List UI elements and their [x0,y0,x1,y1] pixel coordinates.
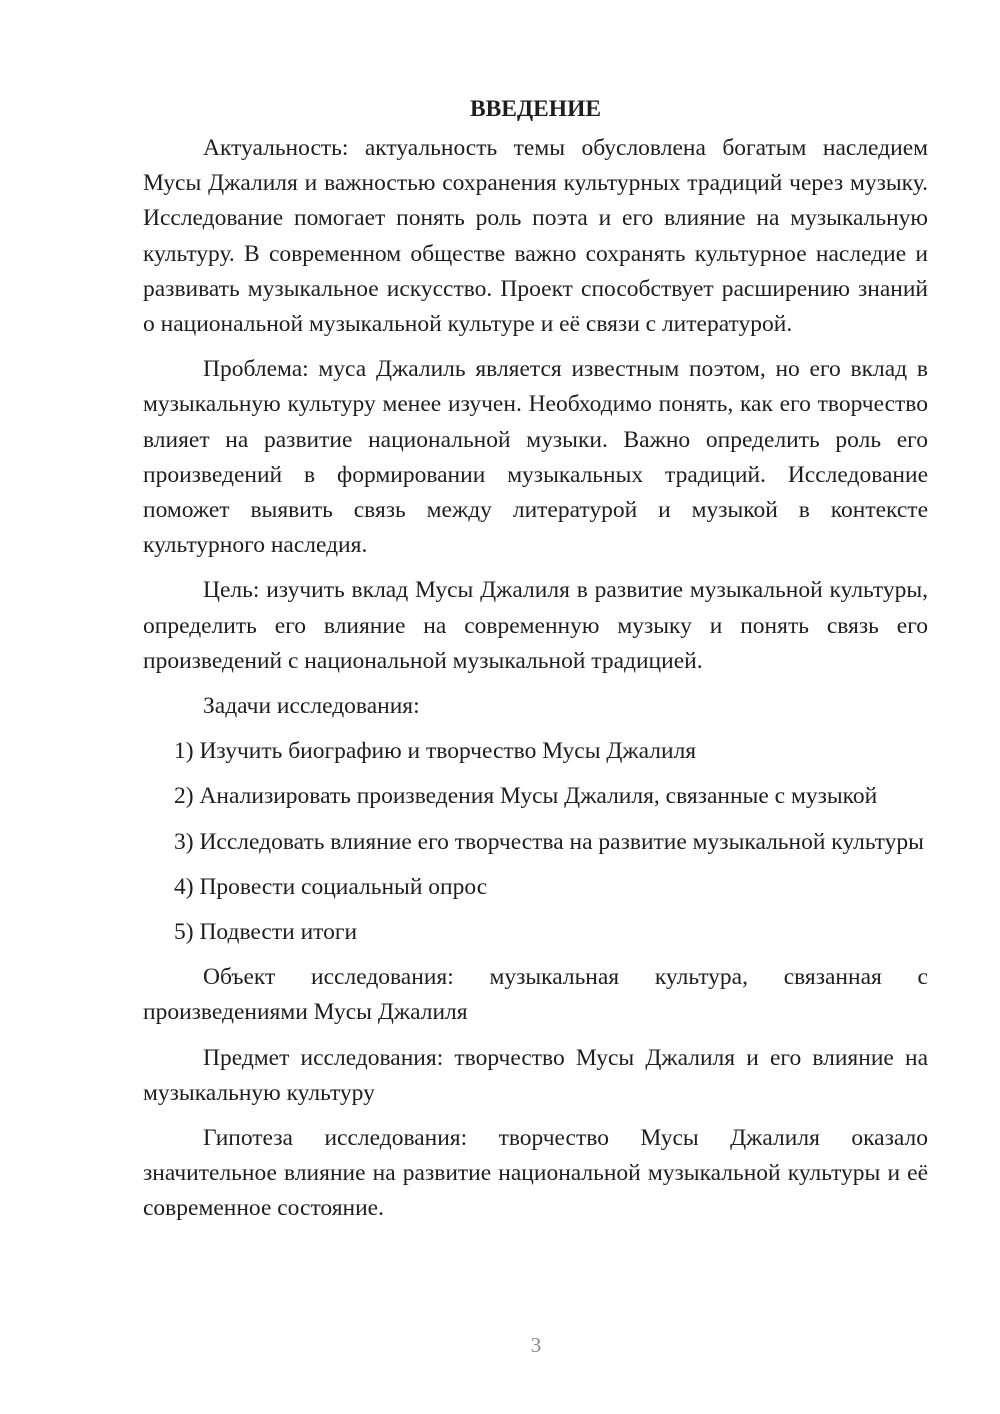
tasks-list [143,734,928,950]
page-content [143,92,928,1237]
task-item: 2) Анализировать произведения Мусы Джалиля, связанные с музыкой [174,783,878,810]
tasks-heading: Задачи исследования: [203,693,420,720]
hypothesis-paragraph: Гипотеза исследования: творчество Мусы Джалиля оказало значительное влияние на развитие национальной музыкальной культуры и её современное состояние. [143,1125,928,1222]
problem-paragraph: Проблема: муса Джалиль является известным поэтом, но его вклад в музыкальную культуру менее изучен. Необходимо понять, как его творчество влияет на развитие национальной музыки. Важно определить роль его произведений в формировании музыкальных традиций. Исследование поможет выявить связь между литературой и музыкой в контексте культурного наследия. [143,356,928,559]
page-number: 3 [530,1333,542,1357]
task-item: 1) Изучить биографию и творчество Мусы Джалиля [174,738,697,765]
task-item: 3) Исследовать влияние его творчества на развитие музыкальной культуры [174,828,924,855]
relevance-paragraph: Актуальность: актуальность темы обусловлена богатым наследием Мусы Джалиля и важностью сохранения культурных традиций через музыку. Исследование помогает понять роль поэта и его влияние на музыкальную культуру. В современном обществе важно сохранять культурное наследие и развивать музыкальное искусство. Проект способствует расширению знаний о национальной музыкальной культуре и её связи с литературой. [143,135,928,338]
task-item: 4) Провести социальный опрос [174,873,488,900]
page-title: ВВЕДЕНИЕ [469,96,602,122]
subject-paragraph: Предмет исследования: творчество Мусы Джалиля и его влияние на музыкальную культуру [143,1044,928,1106]
object-paragraph: Объект исследования: музыкальная культура, связанная с произведениями Мусы Джалиля [143,964,928,1026]
goal-paragraph: Цель: изучить вклад Мусы Джалиля в развитие музыкальной культуры, определить его влияние на современную музыку и понять связь его произведений с национальной музыкальной традицией. [143,577,928,674]
task-item: 5) Подвести итоги [174,919,358,946]
